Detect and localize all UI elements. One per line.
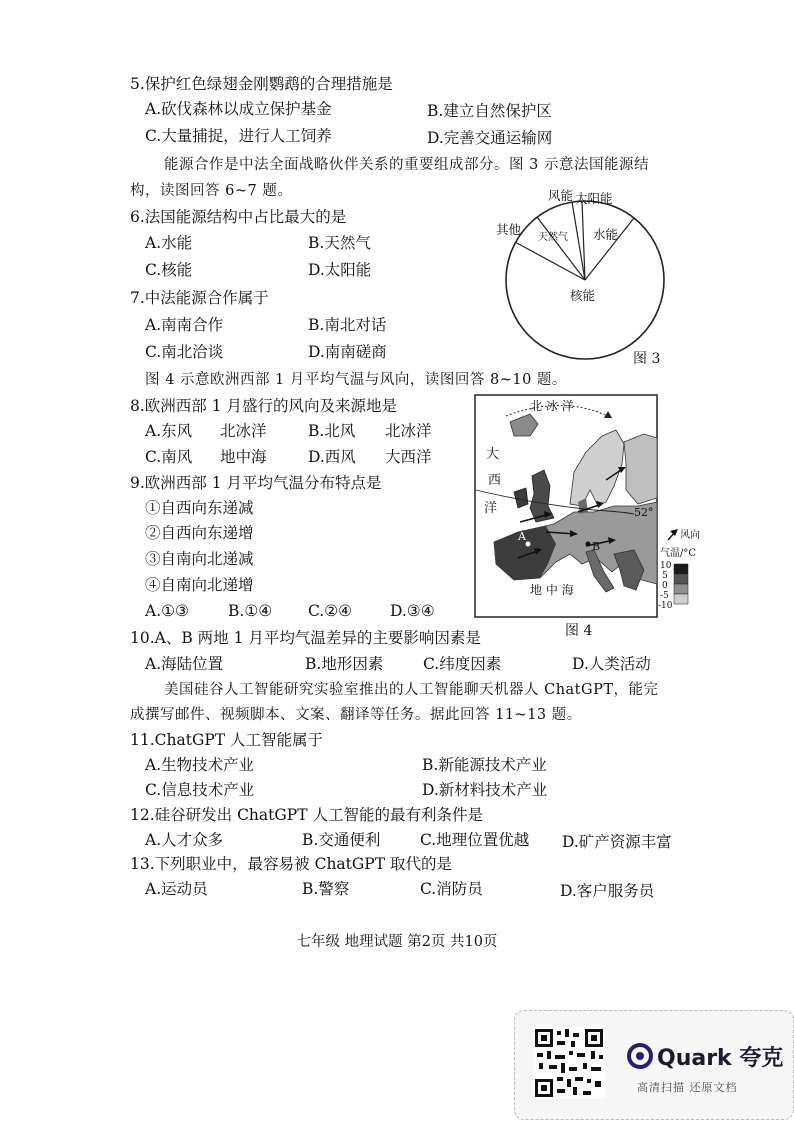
northeast-landmass — [624, 434, 657, 504]
q13-option-b: B.警察 — [302, 880, 350, 898]
q8-option-d-source: 大西洋 — [385, 448, 432, 466]
pie-label-gas: 天然气 — [538, 232, 568, 243]
q8-option-c: C.南风 — [145, 448, 193, 466]
q9-stem: 9.欧洲西部 1 月平均气温分布特点是 — [130, 474, 382, 492]
q8-option-d: D.西风 — [308, 448, 356, 466]
quark-brand-text: Quark 夸克 — [657, 1046, 784, 1071]
point-a-marker — [526, 542, 531, 547]
q9-option-b: B.①④ — [228, 602, 273, 620]
legend-wind-arrowhead — [670, 529, 678, 536]
passage-europe-line1: 图 4 示意欧洲西部 1 月平均气温与风向，读图回答 8~10 题。 — [145, 372, 567, 388]
q5-option-a: A.砍伐森林以成立保护基金 — [145, 100, 332, 118]
q7-option-a: A.南南合作 — [145, 316, 224, 334]
figure-4-europe-map — [474, 394, 700, 620]
q10-option-d: D.人类活动 — [572, 655, 651, 673]
q8-stem: 8.欧洲西部 1 月盛行的风向及来源地是 — [130, 397, 398, 415]
map-label-atlantic-1: 大 — [486, 447, 500, 462]
pie-label-wind: 风能 — [548, 188, 574, 203]
passage-chatgpt-line2: 成撰写邮件、视频脚本、文案、翻译等任务。据此回答 11~13 题。 — [130, 707, 582, 723]
map-label-atlantic-3: 洋 — [484, 501, 498, 516]
q9-option-c: C.②④ — [308, 602, 353, 620]
q9-option-a: A.①③ — [145, 602, 189, 620]
qr-code-icon — [533, 1027, 605, 1099]
q9-statement-4: ④自南向北递增 — [145, 576, 254, 594]
q5-option-c: C.大量捕捉，进行人工饲养 — [145, 127, 332, 145]
legend-value-4: -5 — [660, 591, 669, 601]
q11-option-d: D.新材料技术产业 — [422, 781, 548, 799]
q12-stem: 12.硅谷研发出 ChatGPT 人工智能的最有利条件是 — [130, 806, 483, 824]
q6-option-c: C.核能 — [145, 261, 193, 279]
legend-value-5: -10 — [658, 601, 673, 611]
q13-option-a: A.运动员 — [145, 880, 208, 898]
quark-logo-icon — [627, 1043, 653, 1069]
legend-swatch-2 — [674, 574, 688, 584]
q7-option-d: D.南南磋商 — [308, 343, 387, 361]
q5-option-b: B.建立自然保护区 — [427, 102, 552, 120]
pie-label-nuclear: 核能 — [570, 288, 596, 303]
q11-option-a: A.生物技术产业 — [145, 756, 255, 774]
q12-option-c: C.地理位置优越 — [420, 831, 530, 849]
q9-statement-3: ③自南向北递减 — [145, 550, 254, 568]
q10-option-c: C.纬度因素 — [423, 655, 502, 673]
q7-option-c: C.南北洽谈 — [145, 343, 224, 361]
q8-option-a-source: 北冰洋 — [220, 422, 267, 440]
q11-option-b: B.新能源技术产业 — [422, 756, 547, 774]
q8-option-a: A.东风 — [145, 422, 193, 440]
q8-option-b-source: 北冰洋 — [385, 422, 432, 440]
quark-tagline: 高清扫描 还原文档 — [637, 1081, 738, 1094]
q11-stem: 11.ChatGPT 人工智能属于 — [130, 731, 324, 749]
q12-option-b: B.交通便利 — [302, 831, 381, 849]
q9-statement-1: ①自西向东递减 — [145, 499, 254, 517]
map-label-atlantic-2: 西 — [488, 473, 502, 488]
legend-value-2: 5 — [662, 571, 668, 581]
page-footer: 七年级 地理试题 第2页 共10页 — [296, 934, 498, 950]
q8-option-b: B.北风 — [308, 422, 356, 440]
figure-4-caption: 图 4 — [565, 623, 593, 639]
q6-stem: 6.法国能源结构中占比最大的是 — [130, 208, 347, 226]
legend-swatch-4 — [674, 594, 688, 604]
q10-option-a: A.海陆位置 — [145, 655, 224, 673]
map-label-mediterranean: 地 中 海 — [530, 583, 574, 597]
q5-option-d: D.完善交通运输网 — [427, 129, 553, 147]
map-label-point-b: B — [592, 540, 601, 553]
q13-stem: 13.下列职业中，最容易被 ChatGPT 取代的是 — [130, 855, 452, 873]
q13-option-c: C.消防员 — [420, 880, 483, 898]
q6-option-a: A.水能 — [145, 234, 193, 252]
q6-option-b: B.天然气 — [308, 234, 371, 252]
q7-stem: 7.中法能源合作属于 — [130, 289, 269, 307]
q10-stem: 10.A、B 两地 1 月平均气温差异的主要影响因素是 — [130, 629, 481, 647]
legend-wind-label: 风向 — [680, 530, 700, 541]
map-label-point-a: A — [518, 530, 526, 543]
q8-option-c-source: 地中海 — [220, 448, 267, 466]
q9-option-d: D.③④ — [390, 602, 435, 620]
legend-swatch-1 — [674, 564, 688, 574]
q13-option-d: D.客户服务员 — [560, 882, 655, 900]
q11-option-c: C.信息技术产业 — [145, 781, 255, 799]
passage-chatgpt-line1: 美国硅谷人工智能研究实验室推出的人工智能聊天机器人 ChatGPT，能完 — [164, 682, 659, 698]
passage-energy-line2: 构，读图回答 6~7 题。 — [130, 183, 293, 199]
pie-label-hydro: 水能 — [593, 227, 619, 242]
pie-label-solar: 太阳能 — [575, 191, 613, 206]
q5-stem: 5.保护红色绿翅金刚鹦鹉的合理措施是 — [130, 75, 393, 93]
figure-3-caption: 图 3 — [633, 351, 661, 367]
q6-option-d: D.太阳能 — [308, 261, 372, 279]
pie-label-other: 其他 — [496, 222, 522, 237]
q10-option-b: B.地形因素 — [305, 655, 384, 673]
q12-option-d: D.矿产资源丰富 — [562, 833, 672, 851]
legend-swatch-3 — [674, 584, 688, 594]
q12-option-a: A.人才众多 — [145, 831, 224, 849]
passage-energy-line1: 能源合作是中法全面战略伙伴关系的重要组成部分。图 3 示意法国能源结 — [164, 157, 649, 173]
figure-3-energy-pie — [490, 188, 680, 370]
q7-option-b: B.南北对话 — [308, 316, 387, 334]
quark-watermark — [514, 1010, 794, 1120]
map-label-latitude: 52° — [634, 506, 654, 519]
legend-temp-label: 气温/°C — [660, 548, 697, 559]
legend-value-1: 10 — [660, 561, 672, 571]
map-label-arctic: 北 冰 洋 — [530, 399, 574, 413]
q9-statement-2: ②自西向东递增 — [145, 524, 254, 542]
legend-value-3: 0 — [662, 581, 668, 591]
point-b-marker — [586, 542, 591, 547]
